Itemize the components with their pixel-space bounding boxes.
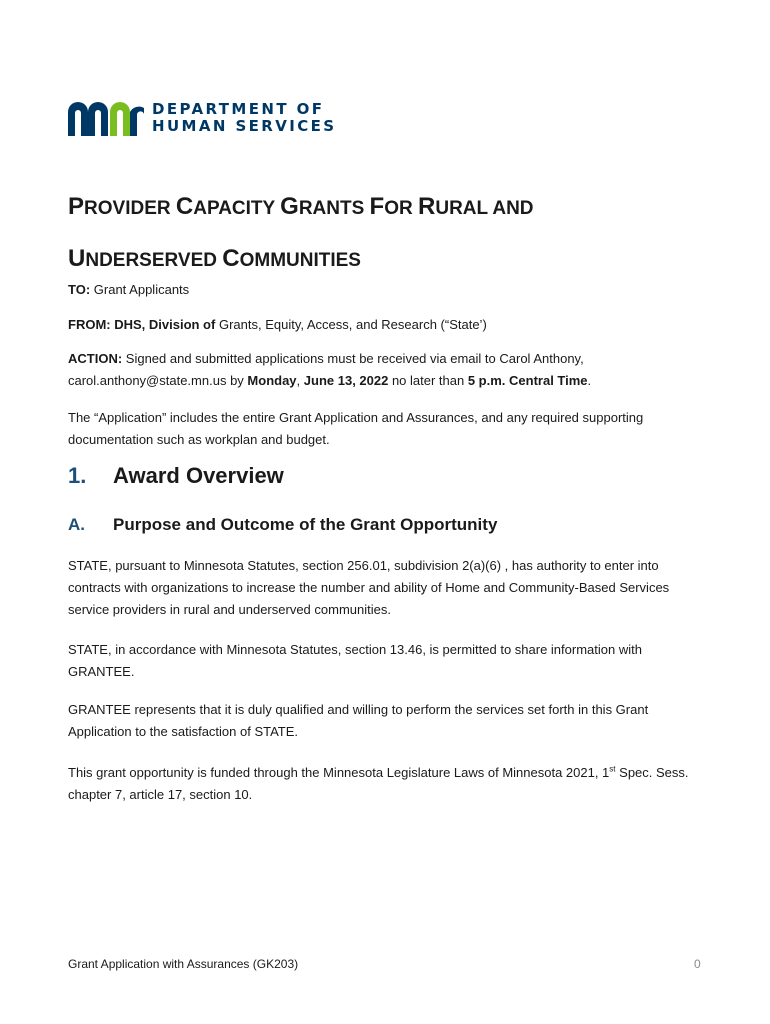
title-rest: ROVIDER xyxy=(84,198,176,219)
section-a-number: A. xyxy=(68,515,85,534)
to-label: TO: xyxy=(68,282,91,297)
footer-document-name: Grant Application with Assurances (GK203) xyxy=(68,957,299,971)
from-line xyxy=(68,314,708,336)
mn-logo-mark-icon xyxy=(68,100,144,136)
title-rest: OR xyxy=(384,198,418,219)
title-line-1 xyxy=(68,180,708,232)
body-paragraph-4 xyxy=(68,762,708,806)
body-paragraph-3: GRANTEE represents that it is duly qualified and willing to perform the services set forth in this Grant Application to the satisfaction of STATE. xyxy=(68,702,649,739)
application-note: The “Application” includes the entire Grant Application and Assurances, and any required supporting documentation such as workplan and budget. xyxy=(68,410,644,447)
deadline-time: 5 p.m. Central Time xyxy=(467,373,588,388)
section-1-heading: Award Overview xyxy=(113,463,284,488)
body-paragraph-1: STATE, pursuant to Minnesota Statutes, section 256.01, subdivision 2(a)(6) , has authority to enter into contracts with organizations to increase the number and ability of Home and Community-Based Services service providers in rural and underserved communities. xyxy=(68,558,670,617)
section-a-heading: Purpose and Outcome of the Grant Opportunity xyxy=(113,515,498,534)
funding-superscript: st xyxy=(609,764,616,774)
contact-email: carol.anthony@state.mn.us xyxy=(68,373,227,388)
title-cap: R xyxy=(418,193,436,220)
action-paragraph xyxy=(68,348,708,392)
title-cap: C xyxy=(222,245,240,272)
title-cap: F xyxy=(369,193,385,220)
dhs-logo xyxy=(68,100,337,136)
to-text: Grant Applicants xyxy=(90,282,190,297)
title-rest: APACITY xyxy=(193,198,281,219)
funding-text: This grant opportunity is funded through the Minnesota Legislature Laws of Minnesota 2021, 1 xyxy=(68,765,610,780)
deadline-day: Monday xyxy=(247,373,297,388)
title-cap: C xyxy=(175,193,194,220)
title-rest: URAL AND xyxy=(435,198,534,219)
deadline-comma: , xyxy=(296,373,304,388)
body-paragraph-2: STATE, in accordance with Minnesota Statutes, section 13.46, is permitted to share information with GRANTEE. xyxy=(68,642,642,679)
action-text: Signed and submitted applications must be received via email to Carol Anthony, xyxy=(122,351,584,366)
document-title xyxy=(68,180,708,284)
footer-page-number: 0 xyxy=(694,957,701,971)
title-line-2 xyxy=(68,232,708,284)
deadline-date: June 13, 2022 xyxy=(303,373,389,388)
to-line xyxy=(68,279,708,301)
title-rest: NDERSERVED xyxy=(85,250,223,271)
funding-text-end: Spec. Sess. chapter 7, article 17, section 10. xyxy=(68,765,689,802)
title-rest: RANTS xyxy=(298,198,370,219)
logo-line-2: HUMAN SERVICES xyxy=(152,117,337,135)
title-cap: U xyxy=(68,245,86,272)
title-cap: P xyxy=(68,193,85,220)
deadline-later: no later than xyxy=(388,373,468,388)
from-label: FROM: DHS, Division of xyxy=(68,317,216,332)
deadline-end: . xyxy=(587,373,592,388)
action-by: by xyxy=(226,373,248,388)
logo-line-1: DEPARTMENT OF xyxy=(152,100,325,118)
logo-wordmark xyxy=(152,101,337,135)
title-rest: OMMUNITIES xyxy=(239,250,361,271)
section-1-number: 1. xyxy=(68,463,87,488)
action-label: ACTION: xyxy=(68,351,123,366)
title-cap: G xyxy=(280,193,299,220)
from-text: Grants, Equity, Access, and Research (“State’) xyxy=(215,317,487,332)
